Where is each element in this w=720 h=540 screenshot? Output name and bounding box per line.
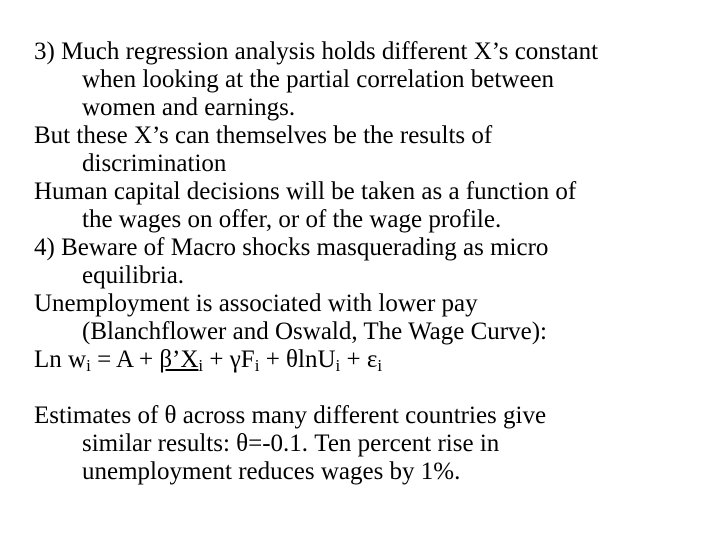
text-line: Unemployment is associated with lower pay <box>34 290 478 317</box>
text-line: equilibria. <box>82 262 185 289</box>
eq-beta-x: β’X <box>159 346 199 373</box>
paragraph-macro-shocks <box>34 234 704 290</box>
eq-lhs: Ln w <box>34 346 87 373</box>
text-line: women and earnings. <box>82 94 296 121</box>
eq-subscript: i <box>335 356 341 375</box>
eq-subscript: i <box>254 356 260 375</box>
eq-part-a: = A + <box>90 346 160 373</box>
text-line: 3) Much regression analysis holds different X’s constant <box>34 38 599 65</box>
text-line: 4) Beware of Macro shocks masquerading as micro <box>34 234 549 261</box>
eq-part-gamma: + γF <box>203 346 255 373</box>
eq-subscript: i <box>86 356 91 375</box>
text-line: Human capital decisions will be taken as a function of <box>34 178 577 205</box>
equation-line <box>34 346 704 374</box>
text-line: similar results: θ=-0.1. Ten percent rise in <box>82 430 500 457</box>
text-line: discrimination <box>82 150 227 177</box>
paragraph-discrimination <box>34 122 704 178</box>
wage-curve-equation <box>34 346 704 374</box>
text-line: the wages on offer, or of the wage profile. <box>82 206 502 233</box>
text-line: Estimates of θ across many different countries give <box>34 402 547 429</box>
paragraph-regression <box>34 38 704 122</box>
text-line: (Blanchflower and Oswald, The Wage Curve): <box>82 318 547 345</box>
text-line: But these X’s can themselves be the results of <box>34 122 493 149</box>
eq-subscript: i <box>198 356 204 375</box>
text-line: when looking at the partial correlation between <box>82 66 555 93</box>
paragraph-estimates <box>34 402 704 486</box>
paragraph-human-capital <box>34 178 704 234</box>
eq-part-eps: + ε <box>340 346 378 373</box>
eq-part-theta: + θlnU <box>259 346 336 373</box>
paragraph-unemployment <box>34 290 704 346</box>
eq-subscript: i <box>377 356 383 375</box>
text-line: unemployment reduces wages by 1%. <box>82 458 461 485</box>
